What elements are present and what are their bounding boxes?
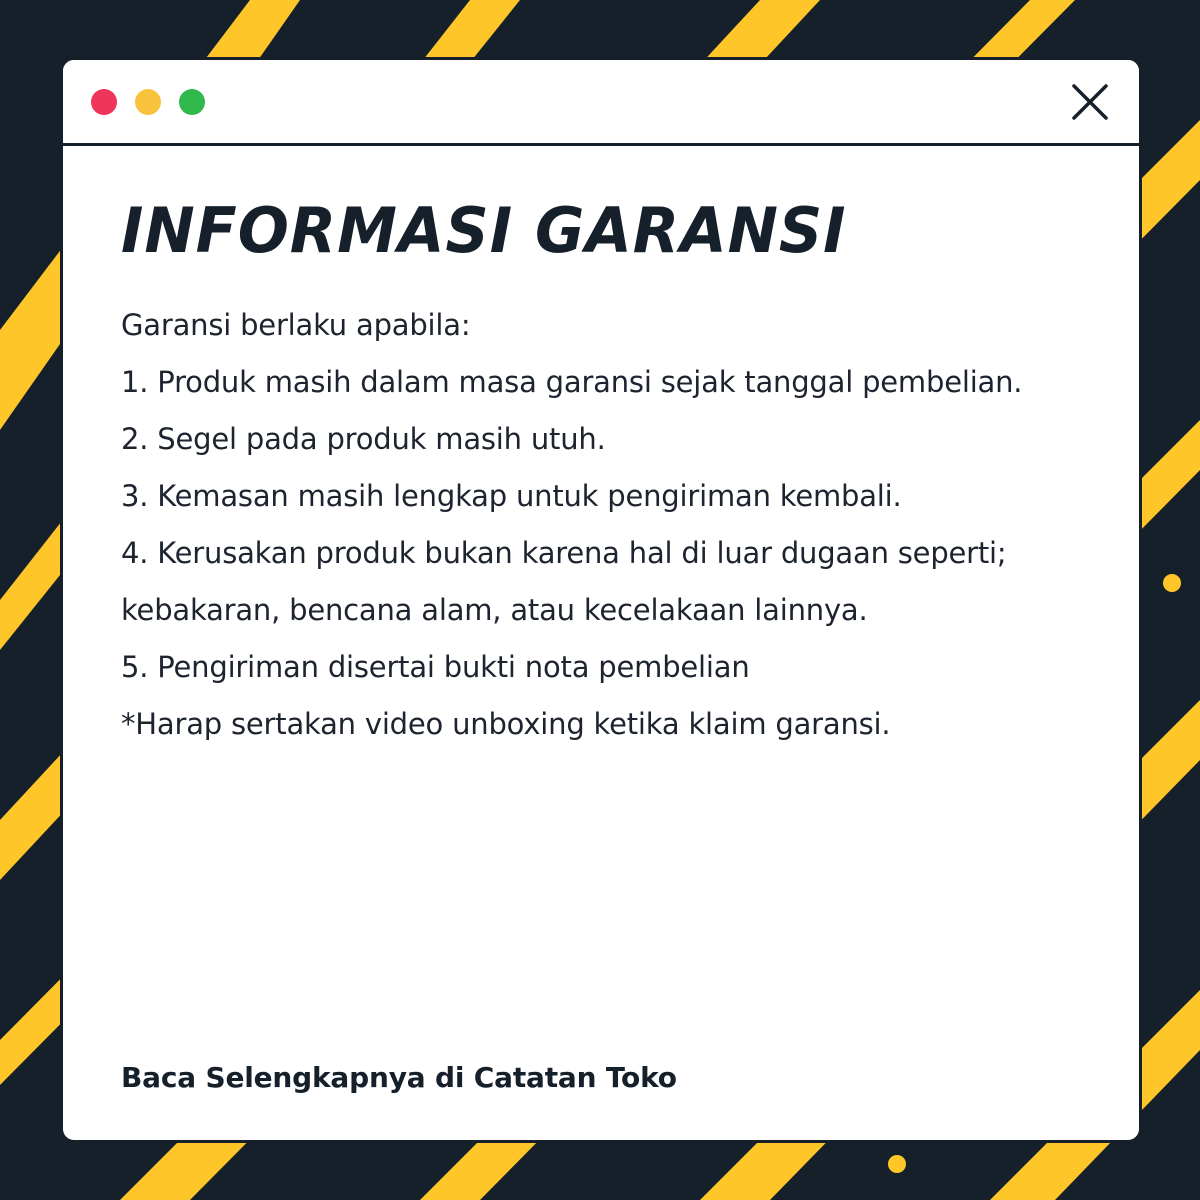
list-item: 3. Kemasan masih lengkap untuk pengiriman kembali. <box>121 479 902 514</box>
list-item: 1. Produk masih dalam masa garansi sejak tanggal pembelian. <box>121 365 1023 400</box>
list-item: kebakaran, bencana alam, atau kecelakaan lainnya. <box>121 593 868 628</box>
window-titlebar <box>63 60 1139 146</box>
list-item: *Harap sertakan video unboxing ketika klaim garansi. <box>121 707 891 742</box>
list-item: Garansi berlaku apabila: <box>121 308 471 343</box>
traffic-light-group <box>91 89 205 115</box>
minimize-dot-icon[interactable] <box>135 89 161 115</box>
modal-window <box>60 57 1142 1143</box>
close-dot-icon[interactable] <box>91 89 117 115</box>
window-content <box>63 146 1139 1140</box>
close-icon[interactable] <box>1067 79 1113 125</box>
maximize-dot-icon[interactable] <box>179 89 205 115</box>
list-item: 2. Segel pada produk masih utuh. <box>121 422 606 457</box>
list-item: 5. Pengiriman disertai bukti nota pembelian <box>121 650 750 685</box>
warranty-info-list <box>121 297 1081 753</box>
page-title: INFORMASI GARANSI <box>121 194 847 267</box>
list-item: 4. Kerusakan produk bukan karena hal di luar dugaan seperti; <box>121 536 1007 571</box>
close-x-glyph <box>1069 81 1111 123</box>
read-more-link[interactable]: Baca Selengkapnya di Catatan Toko <box>121 1061 677 1094</box>
